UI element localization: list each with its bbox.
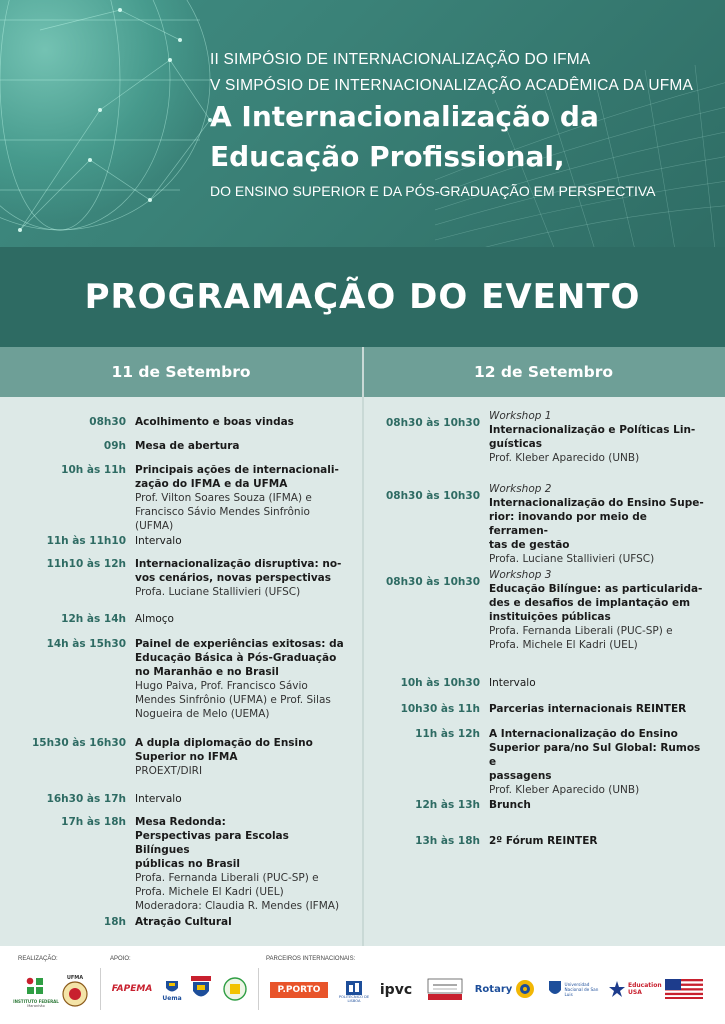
ufma-seal-icon <box>62 981 88 1007</box>
schedule-item <box>0 439 345 453</box>
realizacao-label: REALIZAÇÃO: <box>18 956 58 962</box>
item-time: 10h às 11h <box>61 464 126 476</box>
item-speakers: Hugo Paiva, Prof. Francisco Sávio Mendes Sinfrônio (UFMA) e Prof. Silas Nogueira de Melo (UEMA) <box>135 680 331 720</box>
ifma-logo <box>13 970 59 1014</box>
lisboa-logo-text: POLITÉCNICO DE LISBOA <box>338 994 370 1003</box>
item-title: Brunch <box>489 799 531 811</box>
schedule-item <box>0 415 345 429</box>
header-line-1: II SIMPÓSIO DE INTERNACIONALIZAÇÃO DO IFMA <box>210 51 591 68</box>
item-workshop: Workshop 2 <box>489 483 552 495</box>
ipvc-logo <box>378 978 414 1002</box>
ifma-logo-text: INSTITUTO FEDERAL <box>13 998 59 1004</box>
ufma-logo-text: UFMA <box>66 975 84 981</box>
schedule-item <box>0 612 345 626</box>
fapema-logo <box>110 980 154 998</box>
item-title: Mesa Redonda: Perspectivas para Escolas Bilíngues públicas no Brasil <box>135 816 289 870</box>
star-icon <box>608 980 626 998</box>
schedule-item <box>364 409 709 465</box>
schedule-item <box>364 834 709 848</box>
item-title: Almoço <box>135 613 174 625</box>
ifma-logo-subtext: Maranhão <box>27 1003 45 1008</box>
rotary-logo-text: Rotary <box>474 983 513 995</box>
item-time: 09h <box>103 440 126 452</box>
item-title: Internacionalização disruptiva: no- vos cenários, novas perspectivas <box>135 558 342 584</box>
item-title: Intervalo <box>489 677 536 689</box>
item-title: A dupla diplomação do Ensino Superior no IFMA <box>135 737 313 763</box>
schedule-item <box>0 792 345 806</box>
event-header <box>0 0 725 247</box>
item-workshop: Workshop 3 <box>489 569 552 581</box>
lisboa-mark-icon <box>346 981 362 995</box>
program-title: PROGRAMAÇÃO DO EVENTO <box>84 277 641 317</box>
item-speakers: PROEXT/DIRI <box>135 765 203 777</box>
item-title: Mesa de abertura <box>135 440 240 452</box>
header-subtitle: DO ENSINO SUPERIOR E DA PÓS-GRADUAÇÃO EM PERSPECTIVA <box>210 183 656 199</box>
day-2-header: 12 de Setembro <box>362 347 725 397</box>
uema-logo <box>160 972 184 1008</box>
porto-logo <box>270 982 328 998</box>
item-time: 18h <box>103 916 126 928</box>
schedule-item <box>0 463 345 533</box>
item-title: A Internacionalização do Ensino Superior para/no Sul Global: Rumos e passagens <box>489 728 701 782</box>
state-crest-icon <box>191 976 211 1002</box>
schedule-item <box>0 915 345 929</box>
item-time: 08h30 <box>89 416 126 428</box>
item-title: Acolhimento e boas vindas <box>135 416 294 428</box>
ipvc-logo-text: ipvc <box>379 982 413 998</box>
unsl-logo-text: Universidad Nacional de San Luis <box>564 981 599 997</box>
education-usa-text: Education USA <box>628 982 662 996</box>
item-time: 15h30 às 16h30 <box>31 737 126 749</box>
item-speakers: Profa. Fernanda Liberali (PUC-SP) e Profa. Michele El Kadri (UEL) <box>489 625 673 651</box>
unsl-crest-icon <box>548 980 562 998</box>
rotary-wheel-icon <box>515 979 535 999</box>
schedule-item <box>364 568 709 652</box>
item-title: Internacionalização e Políticas Lin- guísticas <box>489 424 696 450</box>
item-speakers: Prof. Kleber Aparecido (UNB) <box>489 452 640 464</box>
item-title: Intervalo <box>135 793 182 805</box>
item-title: Intervalo <box>135 535 182 547</box>
item-speakers: Profa. Fernanda Liberali (PUC-SP) e Profa. Michele El Kadri (UEL) Moderadora: Claudia R. Mendes (IFMA) <box>135 872 340 912</box>
item-title: Painel de experiências exitosas: da Educação Básica à Pós-Graduação no Maranhão e no Brasil <box>135 638 344 678</box>
schedule-item <box>0 534 345 548</box>
apoio-label: APOIO: <box>110 956 131 962</box>
schedule-item <box>0 736 345 778</box>
item-speakers: Profa. Luciane Stallivieri (UFSC) <box>489 553 655 565</box>
header-title-line-1: A Internacionalização da <box>210 100 599 133</box>
item-title: Parcerias internacionais REINTER <box>489 703 687 715</box>
item-time: 11h10 às 12h <box>46 558 126 570</box>
schedule-item <box>0 815 345 913</box>
item-time: 14h às 15h30 <box>46 638 126 650</box>
item-time: 10h30 às 11h <box>400 703 480 715</box>
item-time: 12h às 14h <box>61 613 126 625</box>
item-time: 08h30 às 10h30 <box>385 576 480 588</box>
item-title: Educação Bilíngue: as particularida- des e desafios de implantação em instituições públicas <box>489 583 703 623</box>
sponsors-footer <box>0 946 725 1024</box>
item-time: 11h às 11h10 <box>46 535 126 547</box>
unsl-logo <box>546 976 600 1002</box>
seal-logo <box>222 974 248 1004</box>
lisboa-logo <box>336 974 372 1010</box>
schedule-item <box>0 557 345 599</box>
porto-logo-text: P.PORTO <box>277 985 321 995</box>
day-1-schedule <box>0 397 362 946</box>
parceiros-label: PARCEIROS INTERNACIONAIS: <box>266 956 356 962</box>
usa-flag-icon <box>664 978 704 1000</box>
item-time: 11h às 12h <box>415 728 480 740</box>
item-time: 17h às 18h <box>61 816 126 828</box>
institution-badge-icon <box>427 977 463 1001</box>
item-speakers: Profa. Luciane Stallivieri (UFSC) <box>135 586 301 598</box>
item-title: Atração Cultural <box>135 916 232 928</box>
item-time: 12h às 13h <box>415 799 480 811</box>
item-speakers: Prof. Vilton Soares Souza (IFMA) e Francisco Sávio Mendes Sinfrônio (UFMA) <box>135 492 312 532</box>
header-line-2: V SIMPÓSIO DE INTERNACIONALIZAÇÃO ACADÊMICA DA UFMA <box>210 77 694 94</box>
schedule-item <box>0 637 345 721</box>
program-banner <box>0 247 725 347</box>
uema-logo-text: Uema <box>162 994 182 1002</box>
rotary-logo <box>472 976 538 1002</box>
header-title-line-2: Educação Profissional, <box>210 140 565 173</box>
uema-crest-icon <box>164 979 180 995</box>
education-usa-logo <box>606 976 662 1002</box>
day-2-schedule <box>364 397 725 946</box>
item-workshop: Workshop 1 <box>489 410 552 422</box>
crest-logo <box>190 974 212 1004</box>
item-time: 13h às 18h <box>415 835 480 847</box>
footer-divider <box>100 968 101 1010</box>
schedule-item <box>364 702 709 716</box>
seal-icon <box>223 976 247 1002</box>
schedule-item <box>364 676 709 690</box>
schedule-item <box>364 798 709 812</box>
item-time: 08h30 às 10h30 <box>385 417 480 429</box>
footer-divider <box>258 968 259 1010</box>
item-time: 10h às 10h30 <box>400 677 480 689</box>
item-title: 2º Fórum REINTER <box>489 835 598 847</box>
usa-flag-graphic <box>665 979 703 999</box>
item-title: Principais ações de internacionali- zação do IFMA e da UFMA <box>135 464 339 490</box>
globe-network-icon <box>0 0 240 247</box>
item-time: 08h30 às 10h30 <box>385 490 480 502</box>
item-time: 16h30 às 17h <box>46 793 126 805</box>
institution-badge <box>426 976 464 1002</box>
item-speakers: Prof. Kleber Aparecido (UNB) <box>489 784 640 796</box>
fapema-logo-text: FAPEMA <box>111 984 153 994</box>
item-title: Internacionalização do Ensino Supe- rior: inovando por meio de ferramen- tas de gestão <box>489 497 704 551</box>
ufma-logo <box>60 973 90 1009</box>
day-1-header: 11 de Setembro <box>0 347 362 397</box>
schedule-item <box>364 727 709 797</box>
ifma-mark-icon <box>26 977 46 999</box>
schedule-item <box>364 482 709 566</box>
